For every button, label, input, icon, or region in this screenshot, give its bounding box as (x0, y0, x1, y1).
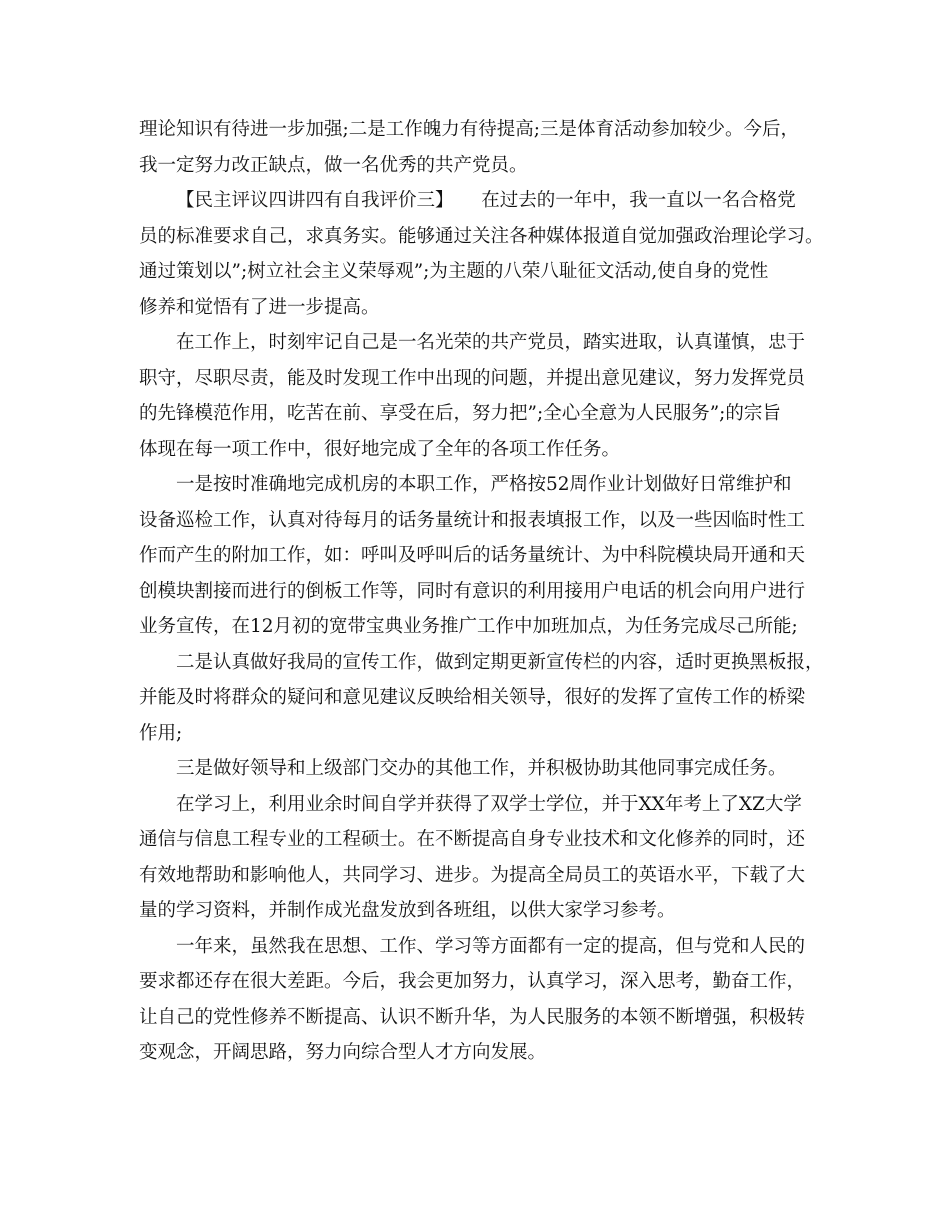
document-body (139, 112, 824, 1071)
text-line: 作用; (139, 722, 183, 744)
text-line: 量的学习资料，并制作成光盘发放到各班组，以供大家学习参考。 (139, 900, 676, 921)
text-line: 有效地帮助和影响他人，共同学习、进步。为提高全局员工的英语水平，下载了大 (139, 864, 806, 886)
text-line: 体现在每一项工作中，很好地完成了全年的各项工作任务。 (139, 438, 621, 460)
paragraph-first-line: 三是做好领导和上级部门交办的其他工作，并积极协助其他同事完成任务。 (176, 758, 787, 779)
text-line: 通信与信息工程专业的工程硕士。在不断提高自身专业技术和文化修养的同时，还 (139, 829, 806, 850)
text-line: 变观念，开阔思路，努力向综合型人才方向发展。 (139, 1042, 547, 1063)
text-line: 创模块割接而进行的倒板工作等，同时有意识的利用接用户电话的机会向用户进行 (139, 580, 806, 602)
text-line: 作而产生的附加工作，如：呼叫及呼叫后的话务量统计、为中科院模块局开通和天 (139, 545, 806, 566)
text-line: 并能及时将群众的疑问和意见建议反映给相关领导，很好的发挥了宣传工作的桥梁 (139, 687, 806, 708)
text-line: 让自己的党性修养不断提高、认识不断升华，为人民服务的本领不断增强，积极转 (139, 1006, 806, 1028)
text-line: 员的标准要求自己，求真务实。能够通过关注各种媒体报道自觉加强政治理论学习。 (139, 225, 824, 247)
text-line: 修养和觉悟有了进一步提高。 (139, 296, 380, 318)
text-line: 职守，尽职尽责，能及时发现工作中出现的问题，并提出意见建议，努力发挥党员 (139, 367, 806, 389)
paragraph-first-line: 在工作上，时刻牢记自己是一名光荣的共产党员，踏实进取，认真谨慎，忠于 (176, 332, 806, 353)
text-line: 设备巡检工作，认真对待每月的话务量统计和报表填报工作，以及一些因临时性工 (139, 509, 806, 531)
text-line: 理论知识有待进一步加强;二是工作魄力有待提高;三是体育活动参加较少。今后， (139, 119, 799, 140)
paragraph-first-line: 在学习上，利用业余时间自学并获得了双学士学位，并于XX年考上了XZ大学 (176, 793, 802, 815)
paragraph-first-line: 二是认真做好我局的宣传工作，做到定期更新宣传栏的内容，适时更换黑板报， (176, 651, 824, 673)
text-line: 业务宣传，在12月初的宽带宝典业务推广工作中加班加点，为任务完成尽己所能; (139, 616, 798, 637)
paragraph-first-line: 一是按时准确地完成机房的本职工作，严格按52周作业计划做好日常维护和 (176, 474, 792, 495)
section-heading-line: 【民主评议四讲四有自我评价三】 在过去的一年中，我一直以一名合格党 (176, 190, 796, 211)
text-line: 我一定努力改正缺点，做一名优秀的共产党员。 (139, 154, 528, 176)
text-line: 要求都还存在很大差距。今后，我会更加努力，认真学习，深入思考，勤奋工作， (139, 971, 806, 992)
text-line: 的先锋模范作用，吃苦在前、享受在后，努力把”;全心全意为人民服务”;的宗旨 (139, 403, 781, 424)
text-line: 通过策划以”;树立社会主义荣辱观”;为主题的八荣八耻征文活动,使自身的党性 (139, 261, 769, 282)
paragraph-first-line: 一年来，虽然我在思想、工作、学习等方面都有一定的提高，但与党和人民的 (176, 935, 806, 957)
